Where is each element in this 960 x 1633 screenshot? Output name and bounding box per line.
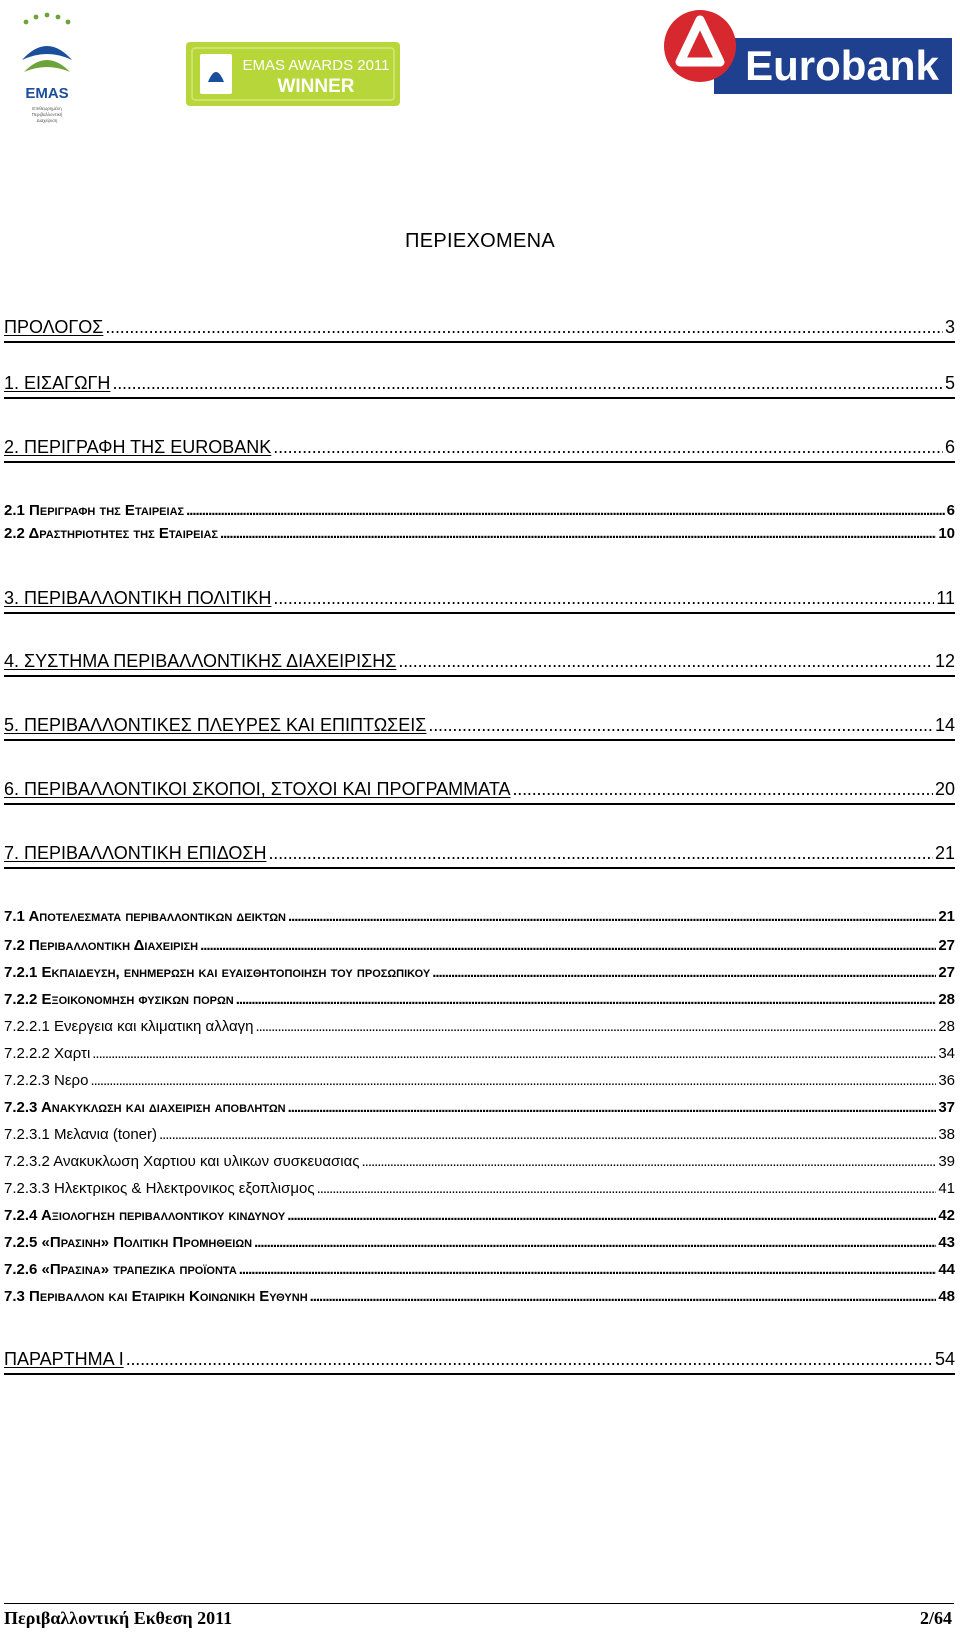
toc-dot-leader xyxy=(90,1070,936,1092)
toc-dot-leader xyxy=(112,372,943,394)
toc-dot-leader xyxy=(159,1124,936,1146)
toc-dot-leader xyxy=(287,1205,936,1227)
footer-divider xyxy=(4,1603,954,1604)
toc-dot-leader xyxy=(512,778,932,800)
toc-entry[interactable] xyxy=(4,500,955,522)
toc-entry-label: 7.2 Περιβαλλοντικη Διαχειριση xyxy=(4,937,199,954)
footer-title: Περιβαλλοντική Εκθεση 2011 xyxy=(4,1608,233,1628)
toc-entry-label: 7.1 Αποτελεσματα περιβαλλοντικων δεικτων xyxy=(4,908,286,925)
toc-entry-page: 27 xyxy=(938,937,955,954)
toc-entry-label: 7.2.4 Αξιολογηση περιβαλλοντικου κινδυνου xyxy=(4,1207,286,1224)
svg-text:Eurobank: Eurobank xyxy=(745,42,939,89)
toc-dot-leader xyxy=(432,962,936,984)
toc-dot-leader xyxy=(186,500,945,522)
toc-dot-leader xyxy=(269,842,933,864)
toc-entry-page: 44 xyxy=(938,1261,955,1278)
toc-dot-leader xyxy=(92,1043,936,1065)
toc-entry[interactable] xyxy=(4,1124,955,1146)
toc-entry[interactable] xyxy=(4,1286,955,1308)
toc-dot-leader xyxy=(398,650,933,672)
toc-entry-page: 48 xyxy=(938,1288,955,1305)
toc-entry-page: 42 xyxy=(938,1207,955,1224)
toc-entry-label: 7.2.5 «Πρασινη» Πολιτικη Προμηθειων xyxy=(4,1234,253,1251)
toc-entry-label: 7.2.2 Εξοικονομηση φυσικων πορων xyxy=(4,991,234,1008)
toc-entry-label: 7.2.6 «Πρασινα» τραπεζικα προϊοντα xyxy=(4,1261,237,1278)
toc-entry[interactable] xyxy=(4,1070,955,1092)
toc-entry-label: 7.2.2.3 Νερο xyxy=(4,1072,89,1089)
toc-entry[interactable] xyxy=(4,587,955,614)
toc-entry-page: 36 xyxy=(938,1072,955,1089)
footer-page-number: 2/64 xyxy=(919,1608,952,1628)
toc-entry[interactable] xyxy=(4,1232,955,1254)
toc-entry-page: 10 xyxy=(938,525,955,542)
toc-entry-label: 2.1 Περιγραφη της Εταιρειας xyxy=(4,502,185,519)
toc-entry-label: 7.2.2.1 Ενεργεια και κλιματικη αλλαγη xyxy=(4,1018,254,1035)
toc-entry[interactable] xyxy=(4,842,955,869)
toc-dot-leader xyxy=(200,935,936,957)
toc-entry[interactable] xyxy=(4,962,955,984)
toc-entry-page: 12 xyxy=(934,651,955,671)
toc-dot-leader xyxy=(105,316,943,338)
toc-entry[interactable] xyxy=(4,1151,955,1173)
toc-entry-label: 6. ΠΕΡΙΒΑΛΛΟΝΤΙΚΟΙ ΣΚΟΠΟΙ, ΣΤΟΧΟΙ ΚΑΙ ΠΡΟΓΡΑΜΜΑΤΑ xyxy=(4,779,511,799)
toc-entry-label: 7.2.3.1 Μελανια (toner) xyxy=(4,1126,158,1143)
toc-entry-label: 2.2 Δραστηριοτητες της Εταιρειας xyxy=(4,525,219,542)
toc-dot-leader xyxy=(273,587,934,609)
toc-dot-leader xyxy=(273,436,943,458)
toc-entry[interactable] xyxy=(4,778,955,805)
toc-dot-leader xyxy=(256,1016,937,1038)
toc-entry[interactable] xyxy=(4,1259,955,1281)
toc-entry[interactable] xyxy=(4,523,955,545)
toc-entry[interactable] xyxy=(4,1097,955,1119)
toc-entry-label: 3. ΠΕΡΙΒΑΛΛΟΝΤΙΚΗ ΠΟΛΙΤΙΚΗ xyxy=(4,588,272,608)
svg-text:EMAS AWARDS 2011: EMAS AWARDS 2011 xyxy=(242,57,390,74)
toc-dot-leader xyxy=(428,714,933,736)
toc-entry-page: 54 xyxy=(934,1349,955,1369)
toc-entry-label: ΠΑΡΑΡΤΗΜΑ Ι xyxy=(4,1349,124,1369)
toc-entry-page: 20 xyxy=(934,779,955,799)
toc-entry[interactable] xyxy=(4,1348,955,1375)
toc-dot-leader xyxy=(254,1232,936,1254)
toc-dot-leader xyxy=(362,1151,937,1173)
toc-dot-leader xyxy=(236,989,937,1011)
toc-entry-page: 11 xyxy=(936,588,955,608)
toc-entry-page: 41 xyxy=(938,1180,955,1197)
toc-entry[interactable] xyxy=(4,1178,955,1200)
toc-dot-leader xyxy=(317,1178,937,1200)
svg-text:WINNER: WINNER xyxy=(277,76,355,97)
toc-entry-label: 7.3 Περιβαλλον και Εταιρικη Κοινωνικη Ευθυνη xyxy=(4,1288,308,1305)
toc-dot-leader xyxy=(288,1097,937,1119)
toc-entry-label: 5. ΠΕΡΙΒΑΛΛΟΝΤΙΚΕΣ ΠΛΕΥΡΕΣ ΚΑΙ ΕΠΙΠΤΩΣΕΙΣ xyxy=(4,715,427,735)
toc-entry-page: 43 xyxy=(938,1234,955,1251)
toc-entry-label: 7.2.3.2 Ανακυκλωση Χαρτιου και υλικων συσκευασιας xyxy=(4,1153,360,1170)
toc-entry-page: 34 xyxy=(938,1045,955,1062)
svg-text:Περιβαλλοντική: Περιβαλλοντική xyxy=(31,112,63,117)
toc-entry-page: 27 xyxy=(938,964,955,981)
page-title: ΠΕΡΙΕΧΟΜΕΝΑ xyxy=(405,230,555,252)
toc-entry-page: 5 xyxy=(944,373,955,393)
toc-entry-page: 6 xyxy=(946,502,955,519)
svg-text:Επιθεωρημένη: Επιθεωρημένη xyxy=(32,106,62,111)
toc-entry-label: 7. ΠΕΡΙΒΑΛΛΟΝΤΙΚΗ ΕΠΙΔΟΣΗ xyxy=(4,843,267,863)
toc-entry-page: 21 xyxy=(938,908,955,925)
toc-entry[interactable] xyxy=(4,1043,955,1065)
toc-entry-page: 28 xyxy=(938,991,955,1008)
toc-entry-page: 28 xyxy=(938,1018,955,1035)
toc-entry[interactable] xyxy=(4,650,955,677)
toc-entry[interactable] xyxy=(4,316,955,343)
svg-text:EMAS: EMAS xyxy=(25,85,69,102)
toc-entry[interactable] xyxy=(4,1205,955,1227)
toc-entry-page: 21 xyxy=(934,843,955,863)
toc-entry-page: 38 xyxy=(938,1126,955,1143)
toc-entry-label: 4. ΣΥΣΤΗΜΑ ΠΕΡΙΒΑΛΛΟΝΤΙΚΗΣ ΔΙΑΧΕΙΡΙΣΗΣ xyxy=(4,651,397,671)
toc-entry[interactable] xyxy=(4,714,955,741)
toc-dot-leader xyxy=(310,1286,937,1308)
toc-entry-label: 7.2.1 Εκπαιδευση, ενημερωση και ευαισθητοποιηση του προσωπικου xyxy=(4,964,431,981)
toc-entry-label: 7.2.2.2 Χαρτι xyxy=(4,1045,91,1062)
svg-text:Διαχείριση: Διαχείριση xyxy=(36,118,58,123)
toc-entry-label: 7.2.3 Ανακυκλωση και διαχειριση αποβλητων xyxy=(4,1099,286,1116)
toc-entry[interactable] xyxy=(4,372,955,399)
toc-entry-label: ΠΡΟΛΟΓΟΣ xyxy=(4,317,104,337)
toc-entry-page: 14 xyxy=(934,715,955,735)
toc-entry-label: 1. ΕΙΣΑΓΩΓΗ xyxy=(4,373,111,393)
toc-entry-label: 7.2.3.3 Ηλεκτρικος & Ηλεκτρονικος εξοπλισμος xyxy=(4,1180,315,1197)
toc-entry[interactable] xyxy=(4,1016,955,1038)
toc-entry-page: 39 xyxy=(938,1153,955,1170)
toc-entry[interactable] xyxy=(4,935,955,957)
toc-entry[interactable] xyxy=(4,989,955,1011)
toc-dot-leader xyxy=(239,1259,937,1281)
toc-entry-page: 37 xyxy=(938,1099,955,1116)
toc-dot-leader xyxy=(220,523,936,545)
toc-entry-page: 6 xyxy=(944,437,955,457)
toc-entry-label: 2. ΠΕΡΙΓΡΑΦΗ ΤΗΣ EUROBANK xyxy=(4,437,272,457)
toc-entry[interactable] xyxy=(4,906,955,928)
toc-entry-page: 3 xyxy=(944,317,955,337)
toc-dot-leader xyxy=(126,1348,933,1370)
toc-dot-leader xyxy=(288,906,936,928)
toc-entry[interactable] xyxy=(4,436,955,463)
